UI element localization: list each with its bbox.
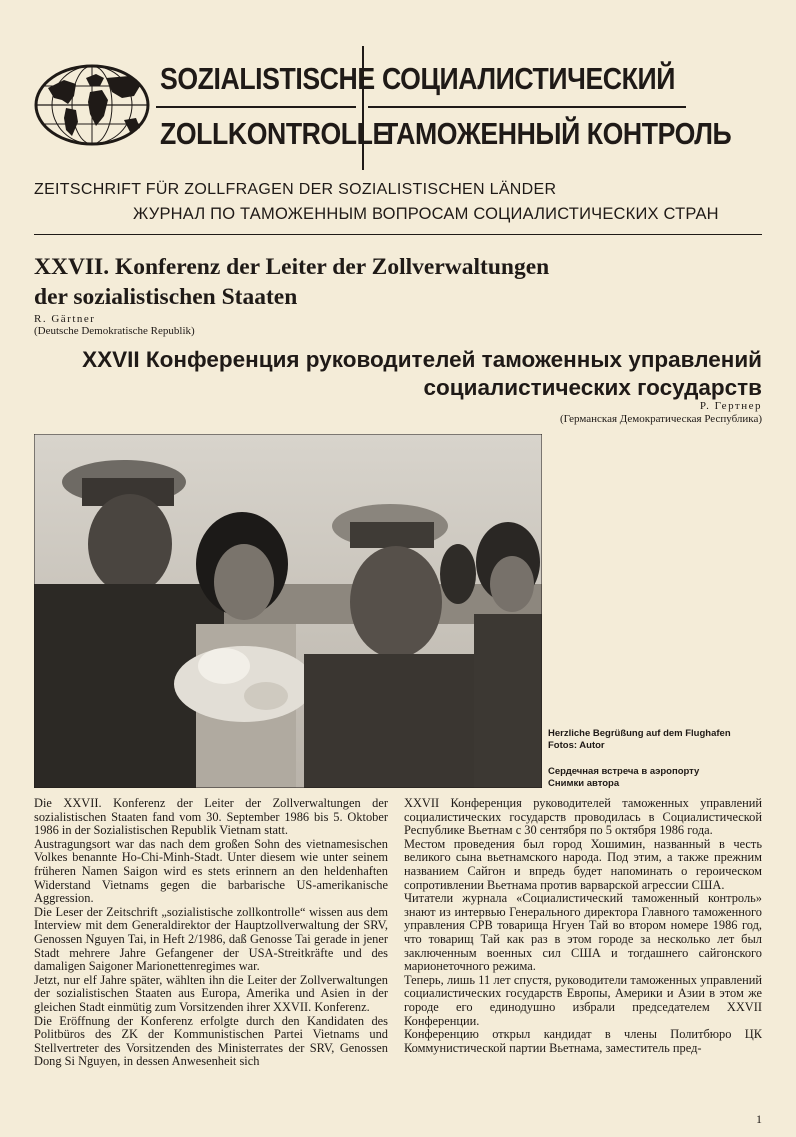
photo-caption-ru	[548, 766, 699, 790]
page-number: 1	[756, 1112, 762, 1126]
body-paragraph-ru: Читатели журнала «Социалистический таможенный контроль» знают из интервью Генерального директора Главного таможенного управления СРВ товарища Нгуен Тай во втором номере 1986 год, что товарищ Тай как раз в этом городе за несколько лет был заключенным военных сил США и тогдашнего сайгонского марионеточного режима.	[404, 891, 762, 974]
body-paragraph-de: Die XXVII. Konferenz der Leiter der Zollverwaltungen der sozialistischen Staaten fand vom 30. September 1986 bis 5. Oktober 1986 in der Sozialistischen Republik Vietnam statt.	[34, 796, 388, 838]
article-title-de	[34, 252, 634, 312]
masthead-rule-right	[368, 106, 686, 108]
author-ru: Р. Гертнер	[699, 400, 762, 412]
photo-caption-de-line-2: Fotos: Autor	[548, 740, 605, 751]
article-title-ru-line-2: социалистических государств	[423, 375, 762, 400]
body-paragraph-ru: XXVII Конференция руководителей таможенных управлений социалистических государств проводилась в Социалистической Республике Вьетнам с 30 сентября по 5 октября 1986 года.	[404, 796, 762, 838]
photo-caption-de-line-1: Herzliche Begrüßung auf dem Flughafen	[548, 728, 731, 739]
body-paragraph-de: Austragungsort war das nach dem großen Sohn des vietnamesischen Volkes benannte Ho-Chi-Minh-Stadt. Unter diesem wie unter seinem früheren Namen Saigon wird es stets erinnern an den heldenhaften Widerstand Vietnams gegen die barbarische US-amerikanische Aggression.	[34, 836, 388, 906]
author-de: R. Gärtner	[34, 313, 96, 325]
masthead-rule-left	[156, 106, 356, 108]
body-paragraph-de: Die Eröffnung der Konferenz erfolgte durch den Kandidaten des Politbüros des ZK der Kommunistischen Partei Vietnams und Stellvertreter des Vorsitzenden des Ministerrates der SRV, Genossen Dong Si Nguyen, in dessen Anwesenheit sich	[34, 1013, 388, 1069]
author-country-ru: (Германская Демократическая Республика)	[559, 413, 762, 425]
article-title-ru-line-1: XXVII Конференция руководителей таможенных управлений	[82, 347, 762, 372]
article-title-de-line-1: XXVII. Konferenz der Leiter der Zollverwaltungen	[34, 254, 550, 280]
author-country-de: (Deutsche Demokratische Republik)	[34, 325, 195, 337]
body-paragraph-de: Jetzt, nur elf Jahre später, wählten ihn die Leiter der Zollverwaltungen der sozialistischen Staaten aus Europa, Amerika und Asien in der gleichen Stadt einmütig zum Vorsitzenden ihrer XXVII. Konferenz.	[34, 972, 388, 1014]
body-column-de	[34, 797, 388, 1069]
article-title-ru	[22, 346, 762, 402]
body-paragraph-ru: Теперь, лишь 11 лет спустя, руководители таможенных управлений социалистических государств Европы, Америки и Азии в этом же городе его единодушно избрали председателем XXVII Конференции.	[404, 972, 762, 1028]
header-rule	[34, 234, 762, 235]
masthead-title-ru-1: СОЦИАЛИСТИЧЕСКИЙ	[382, 61, 675, 96]
body-paragraph-de: Die Leser der Zeitschrift „sozialistische zollkontrolle“ wissen aus dem Interview mit dem Generaldirektor der Hauptzollverwaltung der SRV, Genossen Nguyen Tai, in Heft 2/1986, daß Genosse Tai gerade in jener Stadt mehrere Jahre Gefangener der USA-Streitkräfte und des damaligen Saigoner Marionettenregimes war.	[34, 904, 388, 974]
masthead-title-ru-2: ТАМОЖЕННЫЙ КОНТРОЛЬ	[382, 116, 732, 151]
welcome-photo	[34, 434, 542, 788]
subtitle-de: ZEITSCHRIFT FÜR ZOLLFRAGEN DER SOZIALISTISCHEN LÄNDER	[34, 181, 557, 198]
article-title-de-line-2: der sozialistischen Staaten	[34, 284, 298, 310]
body-paragraph-ru: Конференцию открыл кандидат в члены Политбюро ЦК Коммунистической партии Вьетнама, заместитель пред-	[404, 1027, 762, 1055]
globe-logo-icon	[34, 64, 150, 146]
subtitle-ru: ЖУРНАЛ ПО ТАМОЖЕННЫМ ВОПРОСАМ СОЦИАЛИСТИЧЕСКИХ СТРАН	[133, 205, 719, 223]
photo-caption-de	[548, 728, 731, 752]
body-paragraph-ru: Местом проведения был город Хошимин, названный в честь великого сына вьетнамского народа. Под этим, а также прежним названием Сайгон и впредь будет напоминать о героическом сопротивлении Вьетнама против варварской агрессии США.	[404, 836, 762, 892]
masthead-title-de-2: ZOLLKONTROLLE	[160, 116, 390, 151]
photo-caption-ru-line-1: Сердечная встреча в аэропорту	[548, 766, 700, 777]
body-column-ru	[404, 797, 762, 1055]
photo-caption-ru-line-2: Снимки автора	[548, 778, 620, 789]
masthead-title-de-1: SOZIALISTISCHE	[160, 61, 375, 96]
